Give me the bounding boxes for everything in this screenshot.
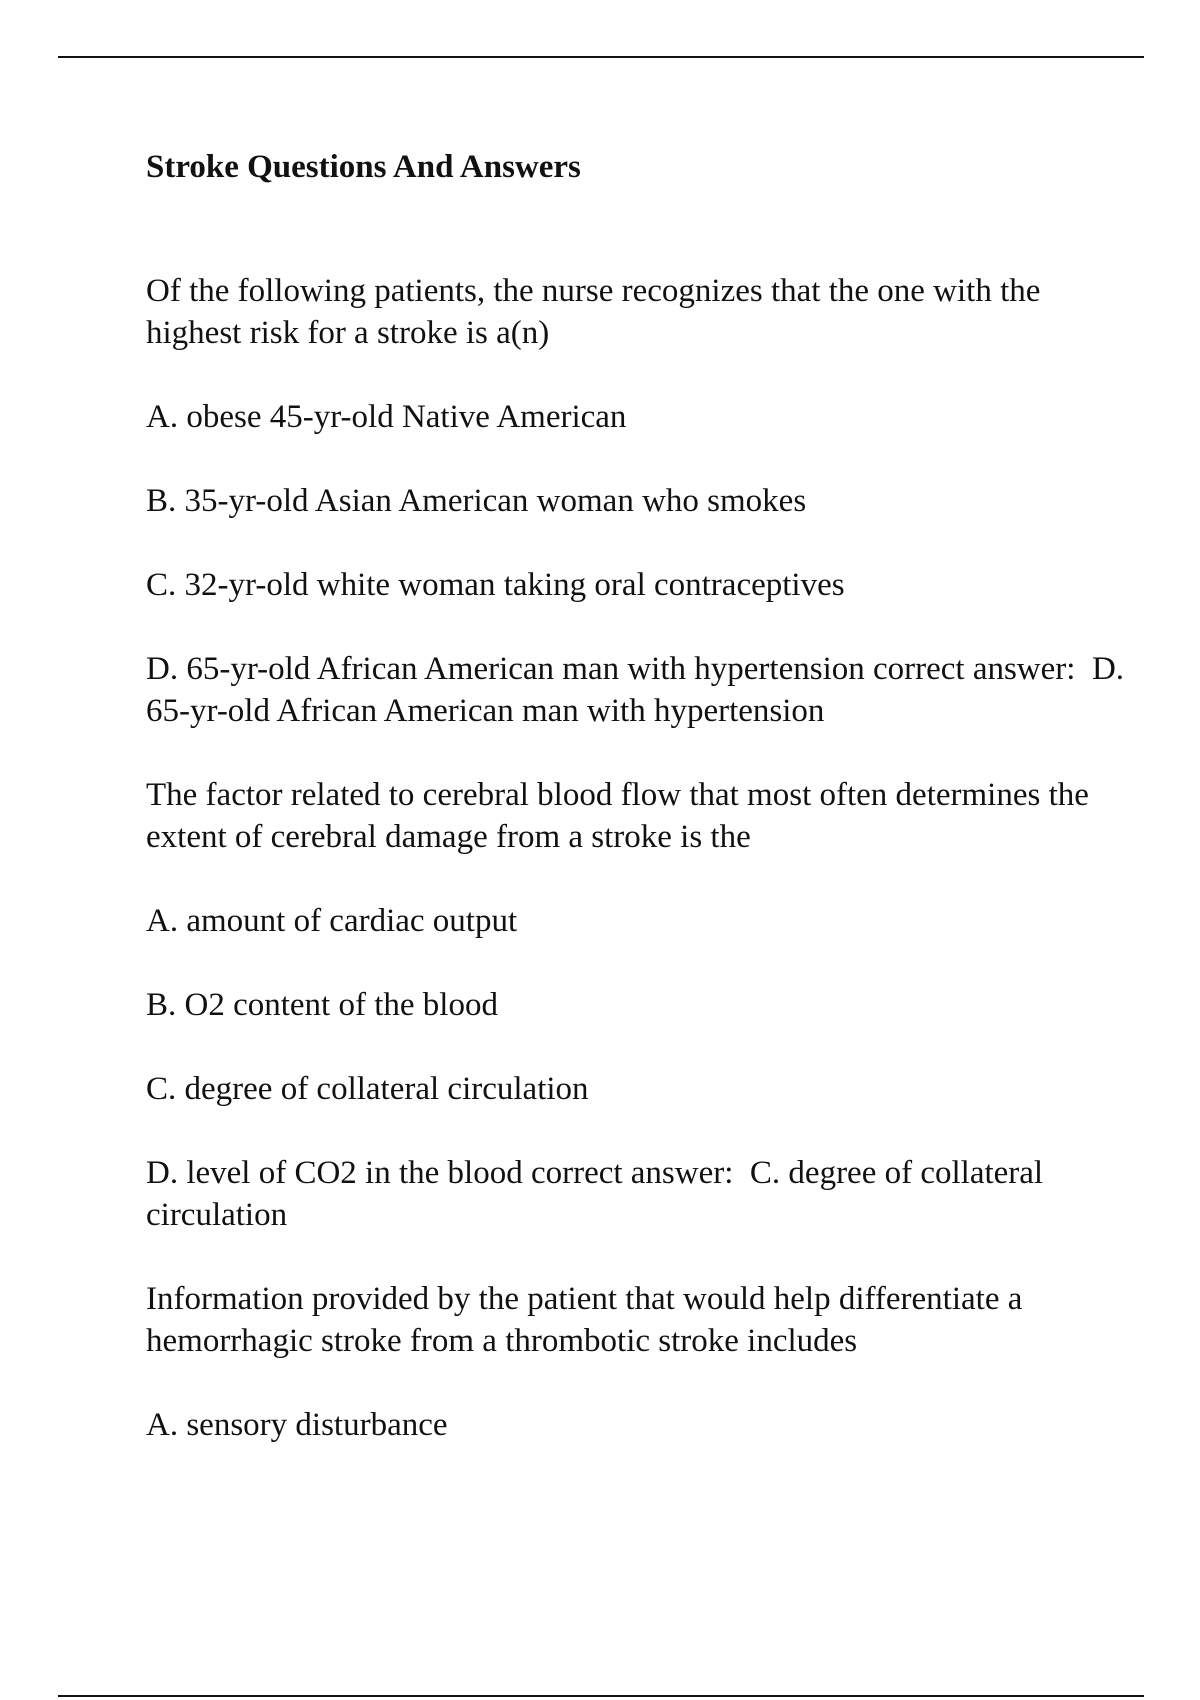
question-2-option-c: C. degree of collateral circulation [146, 1071, 589, 1107]
question-1-stem: Of the following patients, the nurse recognizes that the one with the highest risk for a stroke is a(n) [146, 273, 1049, 351]
question-1-option-d: D. 65-yr-old African American man with hypertension correct answer: D. 65-yr-old African American man with hypertension [146, 651, 1133, 729]
question-2-option-d: D. level of CO2 in the blood correct answer: C. degree of collateral circulation [146, 1155, 1052, 1233]
question-list [146, 270, 1133, 1446]
question-1-option-a: A. obese 45-yr-old Native American [146, 399, 627, 435]
question-1-option-c: C. 32-yr-old white woman taking oral contraceptives [146, 567, 845, 603]
question-3-option-a: A. sensory disturbance [146, 1407, 448, 1443]
question-2-option-b: B. O2 content of the blood [146, 987, 498, 1023]
question-1-option-b: B. 35-yr-old Asian American woman who smokes [146, 483, 807, 519]
question-3-stem: Information provided by the patient that would help differentiate a hemorrhagic stroke from a thrombotic stroke includes [146, 1281, 1031, 1359]
bottom-divider [58, 1695, 1144, 1697]
document-title: Stroke Questions And Answers [146, 149, 581, 185]
top-divider [58, 56, 1144, 58]
question-2-stem: The factor related to cerebral blood flow that most often determines the extent of cerebral damage from a stroke is the [146, 777, 1098, 855]
document-body [146, 146, 1133, 1488]
question-2-option-a: A. amount of cardiac output [146, 903, 518, 939]
